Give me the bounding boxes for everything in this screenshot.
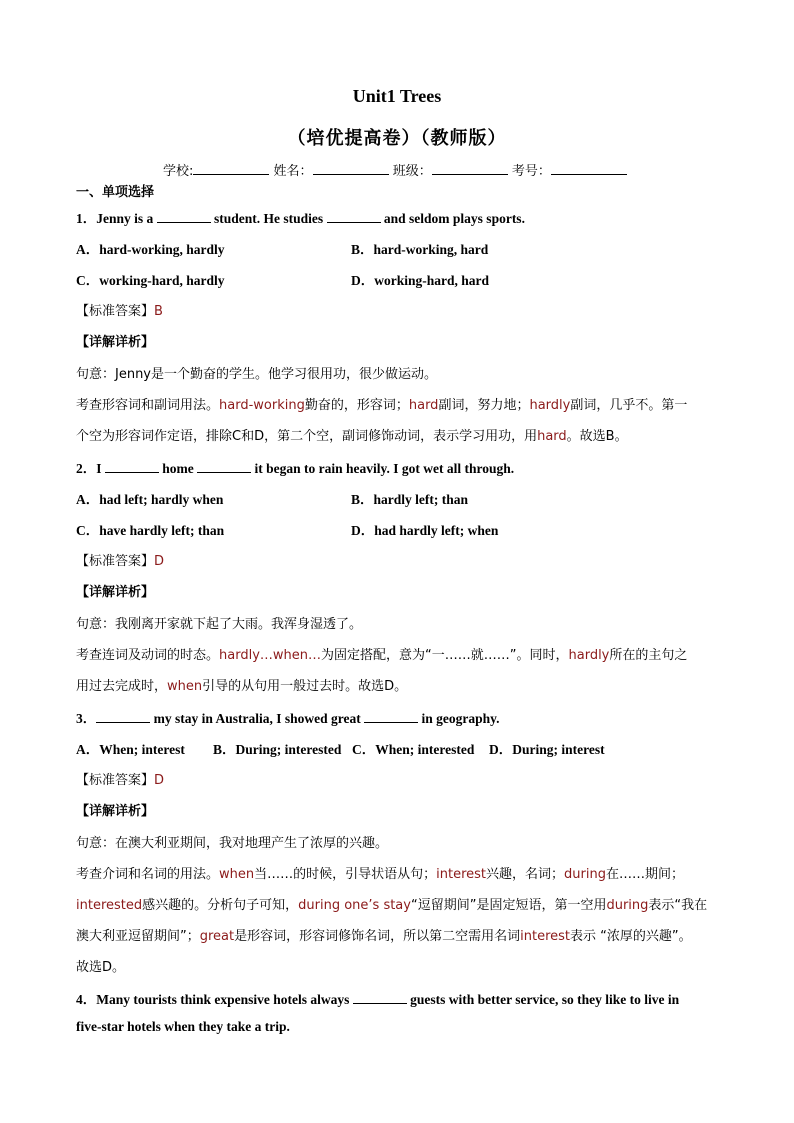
question-1-option-b: B．hard-working, hard: [351, 242, 489, 257]
exp-text: 考查形容词和副词用法。: [76, 398, 220, 413]
exp-term: hard: [408, 398, 439, 413]
exp-term: hardly: [529, 398, 571, 413]
question-3-explanation-3: [76, 925, 692, 944]
page-subtitle: （培优提高卷）（教师版）: [287, 128, 507, 149]
q3-stem-part: in geography.: [418, 711, 500, 726]
q4-stem-part: guests with better service, so they like to live in: [406, 992, 680, 1007]
exp-text: 。故选B。: [566, 429, 628, 444]
exp-term: hardly…when…: [219, 648, 322, 663]
exp-term: interested: [76, 898, 143, 913]
question-1-option-c: C．working-hard, hardly: [76, 273, 225, 288]
question-1-analysis-label: 【详解详析】: [76, 335, 155, 350]
student-info-line: [163, 160, 627, 179]
exp-text: 副词，几乎不。第一: [570, 398, 688, 413]
answer-label: 【标准答案】: [76, 554, 155, 569]
question-1-explanation-1: [76, 394, 687, 413]
question-3-analysis-label: 【详解详析】: [76, 804, 155, 819]
question-1-answer: [76, 300, 163, 319]
question-2-option-d: D．had hardly left; when: [351, 523, 499, 538]
question-2-meaning: 句意：我刚离开家就下起了大雨。我浑身湿透了。: [76, 617, 363, 632]
question-4-number: 4．: [76, 992, 97, 1007]
exp-term: when: [219, 867, 255, 882]
exp-text: 所在的主句之: [609, 648, 688, 663]
question-3-stem: [76, 707, 500, 727]
section-heading: 一、单项选择: [76, 185, 155, 200]
question-3-option-a: A．When; interest: [76, 742, 185, 757]
question-1-number: 1．: [76, 211, 97, 226]
exp-term: interest: [520, 929, 571, 944]
answer-value: D: [154, 773, 165, 788]
question-2-explanation-2: [76, 675, 407, 694]
question-3-answer: [76, 769, 164, 788]
class-label: 班级：: [392, 164, 432, 179]
exp-text: 个空为形容词作定语，排除C和D，第二个空，副词修饰动词，表示学习用功，用: [76, 429, 538, 444]
exp-term: great: [199, 929, 235, 944]
question-2-answer: [76, 550, 164, 569]
q1-stem-part: Jenny is a: [96, 211, 157, 226]
exp-term: during one’s stay: [298, 898, 411, 913]
exp-term: hard-working: [219, 398, 305, 413]
q2-stem-part: it began to rain heavily. I got wet all through.: [251, 461, 515, 476]
school-blank: [193, 162, 269, 175]
exp-text: 为固定搭配，意为“一……就……”。同时，: [321, 648, 569, 663]
answer-label: 【标准答案】: [76, 773, 155, 788]
exp-text: 副词，努力地；: [438, 398, 530, 413]
blank-line: [327, 210, 381, 223]
exp-term: hardly: [568, 648, 610, 663]
name-blank: [313, 162, 389, 175]
question-2-stem: [76, 457, 514, 477]
q4-stem-part: Many tourists think expensive hotels always: [96, 992, 353, 1007]
exp-text: 澳大利亚逗留期间”；: [76, 929, 200, 944]
question-3-explanation-4: 故选D。: [76, 960, 126, 975]
question-3-number: 3．: [76, 711, 97, 726]
exp-text: 感兴趣的。分析句子可知，: [142, 898, 299, 913]
exp-text: 勤奋的，形容词；: [304, 398, 409, 413]
answer-value: B: [154, 304, 163, 319]
question-1-option-a: A．hard-working, hardly: [76, 242, 225, 257]
page-title: Unit1 Trees: [352, 86, 442, 106]
question-2-option-c: C．have hardly left; than: [76, 523, 225, 538]
question-1-explanation-2: [76, 425, 628, 444]
exp-text: 是形容词，形容词修饰名词，所以第二空需用名词: [234, 929, 521, 944]
exp-text: 在……期间；: [605, 867, 684, 882]
question-4-stem: [76, 988, 679, 1008]
blank-line: [105, 460, 159, 473]
exp-text: 当……的时候，引导状语从句；: [254, 867, 437, 882]
question-2-analysis-label: 【详解详析】: [76, 585, 155, 600]
blank-line: [353, 991, 407, 1004]
exp-text: 表示 “浓厚的兴趣”。: [570, 929, 692, 944]
question-4-stem-continued: five-star hotels when they take a trip.: [76, 1019, 290, 1034]
number-blank: [551, 162, 627, 175]
blank-line: [157, 210, 211, 223]
answer-value: D: [154, 554, 165, 569]
q1-stem-part: student. He studies: [210, 211, 327, 226]
question-2-option-a: A．had left; hardly when: [76, 492, 224, 507]
question-3-explanation-2: [76, 894, 707, 913]
question-1-stem: [76, 207, 525, 227]
question-1-option-d: D．working-hard, hard: [351, 273, 490, 288]
blank-line: [96, 710, 150, 723]
exp-text: “逗留期间”是固定短语，第一空用: [410, 898, 607, 913]
question-2-number: 2．: [76, 461, 97, 476]
exp-text: 表示“我在: [648, 898, 708, 913]
answer-label: 【标准答案】: [76, 304, 155, 319]
question-3-option-c: C．When; interested: [352, 742, 475, 757]
exp-text: 用过去完成时，: [76, 679, 168, 694]
number-label: 考号：: [511, 164, 551, 179]
class-blank: [432, 162, 508, 175]
name-label: 姓名：: [273, 164, 313, 179]
exp-term: hard: [537, 429, 567, 444]
question-3-option-d: D．During; interest: [489, 742, 605, 757]
q1-stem-part: and seldom plays sports.: [380, 211, 525, 226]
exp-text: 考查介词和名词的用法。: [76, 867, 220, 882]
q2-stem-part: I: [96, 461, 105, 476]
question-3-meaning: 句意：在澳大利亚期间，我对地理产生了浓厚的兴趣。: [76, 836, 389, 851]
question-2-explanation-1: [76, 644, 687, 663]
exp-term: during: [606, 898, 649, 913]
question-2-option-b: B．hardly left; than: [351, 492, 469, 507]
question-3-option-b: B．During; interested: [213, 742, 342, 757]
blank-line: [197, 460, 251, 473]
school-label: 学校:: [163, 164, 194, 179]
exp-text: 考查连词及动词的时态。: [76, 648, 220, 663]
blank-line: [364, 710, 418, 723]
exp-term: when: [167, 679, 203, 694]
exp-term: interest: [436, 867, 487, 882]
exp-text: 兴趣，名词；: [486, 867, 565, 882]
q3-stem-part: my stay in Australia, I showed great: [150, 711, 365, 726]
exp-text: 引导的从句用一般过去时。故选D。: [202, 679, 408, 694]
exp-term: during: [564, 867, 606, 882]
question-3-explanation-1: [76, 863, 684, 882]
q2-stem-part: home: [158, 461, 198, 476]
question-1-meaning: 句意：Jenny是一个勤奋的学生。他学习很用功，很少做运动。: [76, 367, 438, 382]
